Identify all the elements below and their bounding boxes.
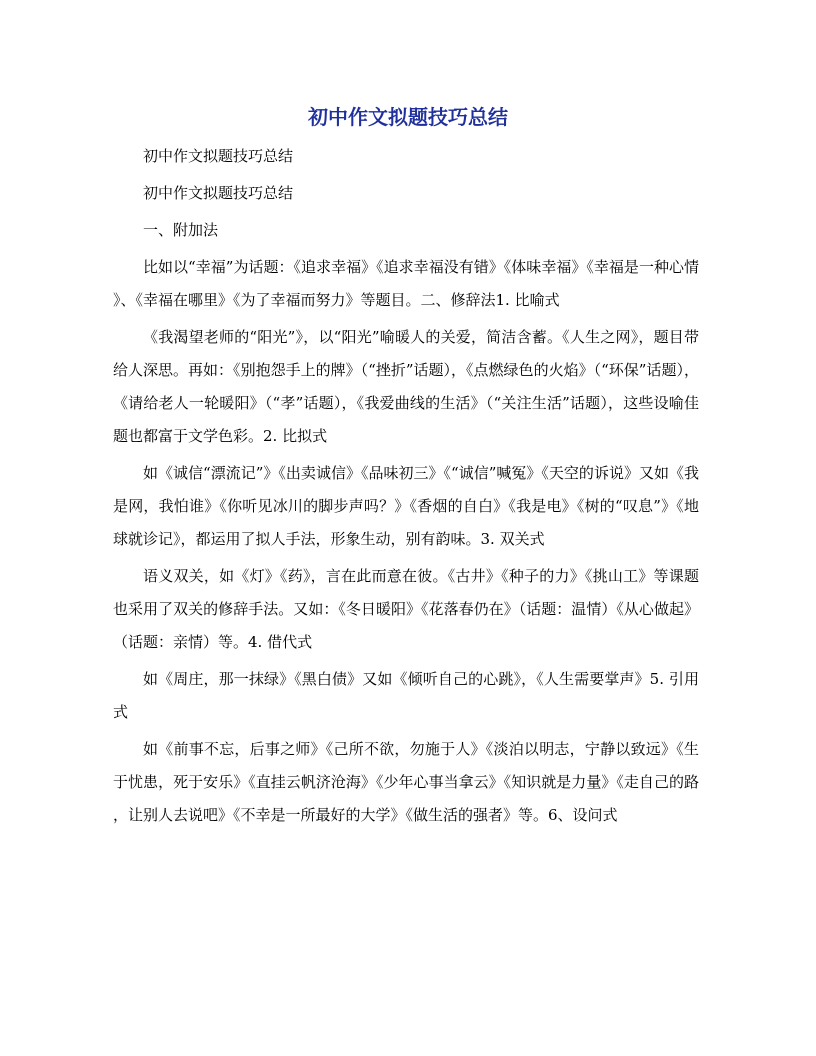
paragraph: 《我渴望老师的“阳光”》，以“阳光”喻暖人的关爱，简洁含蓄。《人生之网》，题目带给人深思。再如：《别抱怨手上的牌》（“挫折”话题），《点燃绿色的火焰》（“环保”话题），《请给老人一轮暖阳》（“孝”话题），《我爱曲线的生活》（“关注生活”话题），这些设喻佳题也都富于文学色彩。2. 比拟式 bbox=[113, 328, 699, 445]
paragraph: 比如以“幸福”为话题：《追求幸福》《追求幸福没有错》《体味幸福》《幸福是一种心情》、《幸福在哪里》《为了幸福而努力》等题目。二、修辞法1. 比喻式 bbox=[113, 258, 699, 309]
paragraph: 初中作文拟题技巧总结 bbox=[143, 184, 294, 202]
paragraph: 如《前事不忘，后事之师》《己所不欲，勿施于人》《淡泊以明志，宁静以致远》《生于忧患，死于安乐》《直挂云帆济沧海》《少年心事当拿云》《知识就是力量》《走自己的路，让别人去说吧》《不幸是一所最好的大学》《做生活的强者》等。6、设问式 bbox=[113, 740, 699, 824]
paragraph: 如《诚信“漂流记”》《出卖诚信》《品味初三》《“诚信”喊冤》《天空的诉说》又如《我是网，我怕谁》《你听见冰川的脚步声吗？》《香烟的自白》《我是电》《树的“叹息”》《地球就诊记》，都运用了拟人手法，形象生动，别有韵味。3. 双关式 bbox=[113, 464, 699, 548]
document-body bbox=[113, 140, 699, 836]
section-heading: 一、附加法 bbox=[143, 221, 219, 239]
paragraph: 初中作文拟题技巧总结 bbox=[143, 147, 294, 165]
paragraph: 如《周庄，那一抹绿》《黑白债》又如《倾听自己的心跳》，《人生需要掌声》5. 引用式 bbox=[113, 670, 699, 721]
paragraph: 语义双关，如《灯》《药》，言在此而意在彼。《古井》《种子的力》《挑山工》等课题也采用了双关的修辞手法。又如：《冬日暖阳》《花落春仍在》（话题：温情）《从心做起》（话题：亲情）等。4. 借代式 bbox=[113, 567, 699, 651]
document-title: 初中作文拟题技巧总结 bbox=[308, 105, 508, 129]
